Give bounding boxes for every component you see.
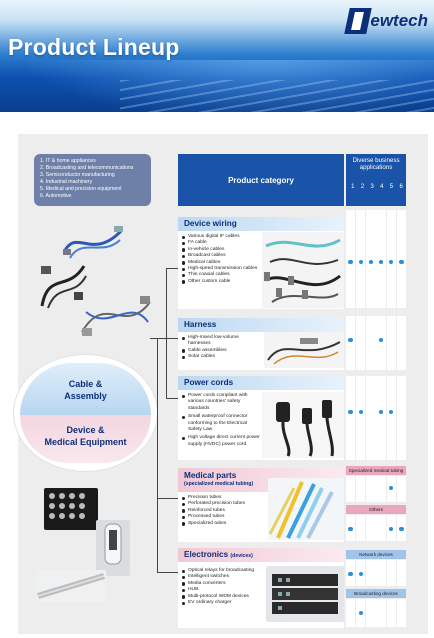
header-wave-lines <box>120 80 434 112</box>
list-item: FA cable <box>182 240 264 246</box>
list-item: Cable assemblies <box>182 348 258 354</box>
section-title: Electronics <box>184 550 229 559</box>
section-title: Medical parts <box>184 471 237 480</box>
grid-column <box>387 210 396 308</box>
list-item: Precision tubes <box>182 495 264 501</box>
grid-column <box>397 210 406 308</box>
page-title: Product Lineup <box>8 34 180 60</box>
grid-column <box>376 599 385 627</box>
list-item: Processed tubes <box>182 514 264 520</box>
applicable-dot <box>348 572 352 576</box>
section-subtitle: (specialized medical tubing) <box>184 481 254 487</box>
applicable-dot <box>359 410 363 414</box>
application-number: 4 <box>380 184 384 190</box>
grid-column <box>346 316 355 370</box>
connector-device-wiring <box>166 268 178 269</box>
list-item: High-mixed low-volume harnesses <box>182 335 258 348</box>
list-item: Other custom cable <box>182 279 264 285</box>
applicable-dot <box>389 260 393 264</box>
list-item: Perforated precision tubes <box>182 501 264 507</box>
list-item: Solar cables <box>182 354 258 360</box>
applicable-dot <box>389 486 393 490</box>
device-photo-strip <box>36 570 106 602</box>
grid-column <box>376 376 385 460</box>
list-item: Optical relays for broadcasting <box>182 568 264 574</box>
section-title: Power cords <box>178 376 344 390</box>
app-grid-device-wiring <box>346 210 406 308</box>
medical-tubes-photo <box>268 478 344 540</box>
grid-column <box>376 515 385 541</box>
grid-column <box>356 476 365 502</box>
circle-label-assembly: Assembly <box>64 391 107 401</box>
list-item: HUB <box>182 587 264 593</box>
grid-label-specialized-tubing: Specialized medical tubing <box>346 466 406 475</box>
cable-photo-blue <box>62 222 124 262</box>
grid-column <box>387 476 396 502</box>
grid-column <box>366 515 375 541</box>
device-wiring-photo <box>262 232 344 308</box>
section-items <box>178 562 264 606</box>
grid-column <box>366 210 375 308</box>
grid-column <box>397 560 406 586</box>
section-subtitle: (devices) <box>230 553 253 559</box>
list-item: Small waterproof connector conforming to the Electrical Safety Law <box>182 414 260 433</box>
list-item: Various digital IF cables <box>182 234 264 240</box>
application-item: 1. IT & home appliances <box>40 158 96 164</box>
applications-list <box>34 154 151 206</box>
circle-label-medical-equipment: Medical Equipment <box>44 437 127 447</box>
list-item: Power cords compliant with various countries' safety standards <box>182 393 260 412</box>
harness-photo <box>264 332 344 368</box>
connector-main <box>150 338 158 339</box>
app-grid-harness <box>346 316 406 370</box>
applicable-dot <box>369 260 373 264</box>
connector-harness <box>166 338 178 339</box>
connector-lower <box>157 430 158 572</box>
list-item: High-speed transmission cables <box>182 266 264 272</box>
app-grid-medical-specialized <box>346 476 406 502</box>
app-grid-medical-others <box>346 515 406 541</box>
grid-column <box>356 515 365 541</box>
section-title: Device wiring <box>178 217 344 231</box>
section-items <box>178 231 264 285</box>
circle-label-cable: Cable & <box>68 379 103 389</box>
applications-header-title: Diverse business applications <box>352 157 400 171</box>
grid-column <box>366 476 375 502</box>
applicable-dot <box>348 260 352 264</box>
applicable-dot <box>379 338 383 342</box>
app-grid-broadcasting-devices <box>346 599 406 627</box>
category-circle <box>14 355 157 471</box>
section-items <box>178 332 258 361</box>
application-item: 5. Medical and precision equipment <box>40 185 122 192</box>
connector-upper <box>166 268 167 398</box>
grid-column <box>356 599 365 627</box>
list-item: Thin coaxial cables <box>182 272 264 278</box>
applicable-dot <box>348 338 352 342</box>
application-number: 5 <box>389 184 394 190</box>
list-item: Medical cables <box>182 260 264 266</box>
application-item: 6. Automotive <box>40 192 72 199</box>
applicable-dot <box>348 527 352 531</box>
device-photo-tube <box>96 520 130 576</box>
grid-column <box>397 476 406 502</box>
list-item: High voltage direct current power supply (HVDC) power cord <box>182 435 260 448</box>
grid-column <box>376 560 385 586</box>
connector-medical <box>157 498 178 499</box>
grid-label-broadcasting-devices: Broadcasting devices <box>346 589 406 598</box>
grid-column <box>346 376 355 460</box>
circle-label-device: Device & <box>66 425 105 435</box>
applicable-dot <box>348 410 352 414</box>
list-item: Specialized tubes <box>182 521 264 527</box>
application-item: 2. Broadcasting and telecommunications <box>40 164 134 171</box>
electronics-photo <box>266 566 344 622</box>
list-item: Multi-protocol WDM devices <box>182 594 264 600</box>
connector-electronics <box>157 572 178 573</box>
applicable-dot <box>389 410 393 414</box>
list-item: Reinforced tubes <box>182 508 264 514</box>
application-number: 3 <box>370 184 374 190</box>
grid-column <box>356 376 365 460</box>
grid-column <box>387 560 396 586</box>
grid-column <box>366 316 375 370</box>
applicable-dot <box>399 260 403 264</box>
grid-column <box>356 210 365 308</box>
header-banner <box>0 0 434 112</box>
grid-column <box>397 599 406 627</box>
grid-column <box>356 316 365 370</box>
grid-column <box>387 376 396 460</box>
applicable-dot <box>379 260 383 264</box>
grid-column <box>397 316 406 370</box>
applicable-dot <box>359 572 363 576</box>
grid-column <box>346 476 355 502</box>
grid-label-others: Others <box>346 505 406 514</box>
applicable-dot <box>389 527 393 531</box>
grid-column <box>397 376 406 460</box>
grid-column <box>397 515 406 541</box>
grid-column <box>346 515 355 541</box>
cable-photo-assembly <box>80 292 152 338</box>
grid-column <box>366 599 375 627</box>
applicable-dot <box>359 611 363 615</box>
application-item: 4. Industrial machinery <box>40 178 93 185</box>
applicable-dot <box>399 527 403 531</box>
applicable-dot <box>359 260 363 264</box>
applicable-dot <box>379 410 383 414</box>
grid-column <box>387 599 396 627</box>
device-photo-board <box>44 488 98 530</box>
app-grid-network-devices <box>346 560 406 586</box>
company-logo <box>347 6 428 36</box>
grid-column <box>387 515 396 541</box>
grid-column <box>346 560 355 586</box>
application-number: 6 <box>399 184 403 190</box>
list-item: Broadcast cables <box>182 253 264 259</box>
grid-label-network-devices: Network devices <box>346 550 406 559</box>
section-title: Harness <box>178 318 344 332</box>
grid-column <box>387 316 396 370</box>
logo-mark-icon <box>345 8 373 34</box>
grid-column <box>376 316 385 370</box>
list-item: In-vehicle cables <box>182 247 264 253</box>
application-item: 3. Semiconductor manufacturing <box>40 171 115 178</box>
grid-column <box>376 476 385 502</box>
section-title-block <box>178 548 344 562</box>
application-number: 2 <box>360 184 365 190</box>
grid-column <box>366 560 375 586</box>
list-item: Intelligent switches <box>182 574 264 580</box>
connector-power-cords <box>166 398 178 399</box>
section-items <box>178 492 264 527</box>
power-cords-photo <box>262 392 344 458</box>
logo-wordmark: ewtech <box>370 11 428 30</box>
grid-column <box>346 599 355 627</box>
list-item: EV ordinary charger <box>182 600 264 606</box>
section-items <box>178 390 260 448</box>
grid-column <box>376 210 385 308</box>
grid-column <box>356 560 365 586</box>
list-item: Media converters <box>182 581 264 587</box>
app-grid-power-cords <box>346 376 406 460</box>
grid-column <box>346 210 355 308</box>
grid-column <box>366 376 375 460</box>
product-category-header: Product category <box>178 154 344 206</box>
applications-header <box>346 154 406 206</box>
application-number: 1 <box>351 184 355 190</box>
application-numbers <box>348 184 406 190</box>
